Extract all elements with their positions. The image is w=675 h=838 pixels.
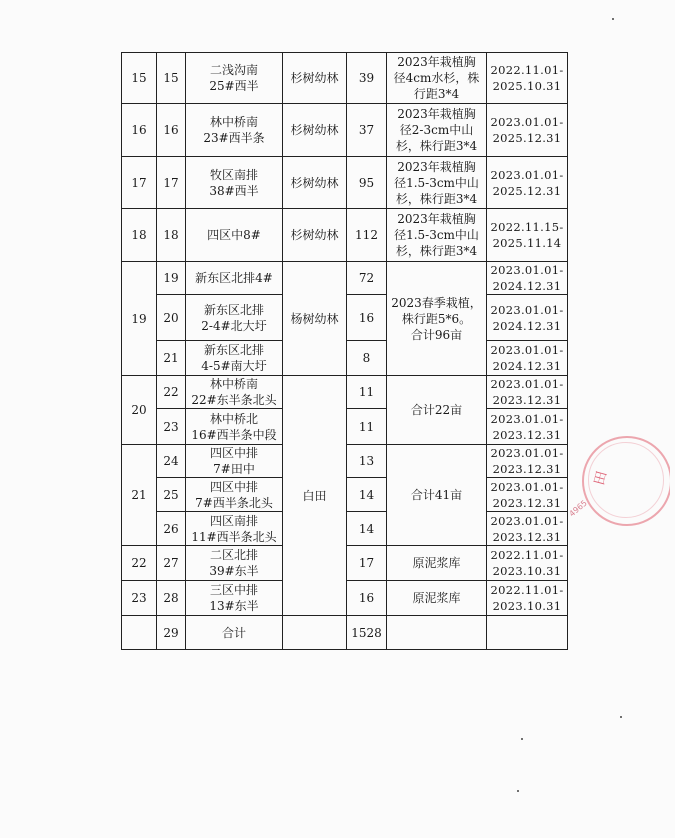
plot-number-cell: 23 bbox=[157, 409, 186, 445]
serial-cell bbox=[122, 616, 157, 650]
scan-speck bbox=[620, 716, 622, 718]
area-cell: 72 bbox=[347, 262, 387, 295]
scan-speck bbox=[612, 18, 614, 20]
serial-cell: 18 bbox=[122, 209, 157, 262]
serial-cell: 19 bbox=[122, 262, 157, 376]
serial-cell: 17 bbox=[122, 157, 157, 209]
location-cell: 四区南排 11#西半条北头 bbox=[186, 512, 283, 546]
plot-number-cell: 16 bbox=[157, 104, 186, 157]
plot-number-cell: 19 bbox=[157, 262, 186, 295]
location-cell: 二区北排 39#东半 bbox=[186, 546, 283, 581]
table-row bbox=[122, 104, 568, 157]
table-row bbox=[122, 157, 568, 209]
plot-number-cell: 18 bbox=[157, 209, 186, 262]
note-cell: 2023年栽植胸 径1.5-3cm中山 杉，株行距3*4 bbox=[387, 209, 487, 262]
location-cell: 四区中排 7#田中 bbox=[186, 445, 283, 478]
serial-cell: 22 bbox=[122, 546, 157, 581]
term-cell: 2023.01.01- 2023.12.31 bbox=[487, 409, 568, 445]
note-cell: 原泥浆库 bbox=[387, 581, 487, 616]
term-cell: 2023.01.01- 2025.12.31 bbox=[487, 104, 568, 157]
land-type-cell bbox=[283, 616, 347, 650]
area-cell: 37 bbox=[347, 104, 387, 157]
scan-speck bbox=[521, 738, 523, 740]
location-cell: 林中桥南 22#东半条北头 bbox=[186, 376, 283, 409]
term-cell: 2022.11.15- 2025.11.14 bbox=[487, 209, 568, 262]
location-cell: 林中桥北 16#西半条中段 bbox=[186, 409, 283, 445]
serial-cell: 15 bbox=[122, 53, 157, 104]
land-type-cell: 杨树幼林 bbox=[283, 262, 347, 376]
total-label-cell: 合计 bbox=[186, 616, 283, 650]
term-cell: 2022.11.01- 2023.10.31 bbox=[487, 546, 568, 581]
plot-number-cell: 25 bbox=[157, 478, 186, 512]
area-cell: 8 bbox=[347, 341, 387, 376]
area-cell: 13 bbox=[347, 445, 387, 478]
area-cell: 16 bbox=[347, 295, 387, 341]
note-cell: 合计41亩 bbox=[387, 445, 487, 546]
red-seal-stamp bbox=[560, 428, 670, 538]
location-cell: 新东区北排 4-5#南大圩 bbox=[186, 341, 283, 376]
table-row bbox=[122, 53, 568, 104]
note-cell: 2023春季栽植， 株行距5*6。 合计96亩 bbox=[387, 262, 487, 376]
plot-number-cell: 29 bbox=[157, 616, 186, 650]
location-cell: 新东区北排4# bbox=[186, 262, 283, 295]
location-cell: 林中桥南 23#西半条 bbox=[186, 104, 283, 157]
term-cell: 2023.01.01- 2024.12.31 bbox=[487, 341, 568, 376]
note-cell: 2023年栽植胸 径2-3cm中山 杉，株行距3*4 bbox=[387, 104, 487, 157]
term-cell bbox=[487, 616, 568, 650]
plot-number-cell: 21 bbox=[157, 341, 186, 376]
plot-number-cell: 15 bbox=[157, 53, 186, 104]
plot-number-cell: 22 bbox=[157, 376, 186, 409]
term-cell: 2023.01.01- 2024.12.31 bbox=[487, 295, 568, 341]
land-type-cell: 杉树幼林 bbox=[283, 209, 347, 262]
location-cell: 四区中8# bbox=[186, 209, 283, 262]
term-cell: 2023.01.01- 2025.12.31 bbox=[487, 157, 568, 209]
location-cell: 四区中排 7#西半条北头 bbox=[186, 478, 283, 512]
scan-speck bbox=[517, 790, 519, 792]
area-cell: 17 bbox=[347, 546, 387, 581]
term-cell: 2023.01.01- 2023.12.31 bbox=[487, 445, 568, 478]
location-cell: 三区中排 13#东半 bbox=[186, 581, 283, 616]
plot-number-cell: 28 bbox=[157, 581, 186, 616]
land-type-cell: 杉树幼林 bbox=[283, 53, 347, 104]
area-cell: 11 bbox=[347, 409, 387, 445]
term-cell: 2023.01.01- 2023.12.31 bbox=[487, 376, 568, 409]
note-cell: 原泥浆库 bbox=[387, 546, 487, 581]
area-cell: 14 bbox=[347, 512, 387, 546]
serial-cell: 23 bbox=[122, 581, 157, 616]
table-row bbox=[122, 376, 568, 409]
plot-number-cell: 17 bbox=[157, 157, 186, 209]
land-lease-table bbox=[121, 52, 568, 650]
plot-number-cell: 26 bbox=[157, 512, 186, 546]
land-type-cell: 杉树幼林 bbox=[283, 104, 347, 157]
term-cell: 2023.01.01- 2024.12.31 bbox=[487, 262, 568, 295]
area-cell: 39 bbox=[347, 53, 387, 104]
area-cell: 95 bbox=[347, 157, 387, 209]
land-type-cell: 白田 bbox=[283, 376, 347, 616]
area-cell: 11 bbox=[347, 376, 387, 409]
area-cell: 112 bbox=[347, 209, 387, 262]
serial-cell: 16 bbox=[122, 104, 157, 157]
note-cell: 2023年栽植胸 径1.5-3cm中山 杉，株行距3*4 bbox=[387, 157, 487, 209]
serial-cell: 20 bbox=[122, 376, 157, 445]
area-cell: 16 bbox=[347, 581, 387, 616]
term-cell: 2022.11.01- 2023.10.31 bbox=[487, 581, 568, 616]
plot-number-cell: 20 bbox=[157, 295, 186, 341]
area-cell: 14 bbox=[347, 478, 387, 512]
location-cell: 新东区北排 2-4#北大圩 bbox=[186, 295, 283, 341]
table-row bbox=[122, 262, 568, 295]
plot-number-cell: 27 bbox=[157, 546, 186, 581]
term-cell: 2022.11.01- 2025.10.31 bbox=[487, 53, 568, 104]
note-cell: 2023年栽植胸 径4cm水杉，株 行距3*4 bbox=[387, 53, 487, 104]
serial-cell: 21 bbox=[122, 445, 157, 546]
table-row bbox=[122, 209, 568, 262]
location-cell: 牧区南排 38#西半 bbox=[186, 157, 283, 209]
plot-number-cell: 24 bbox=[157, 445, 186, 478]
note-cell: 合计22亩 bbox=[387, 376, 487, 445]
seal-code: 4965 bbox=[567, 498, 589, 519]
note-cell bbox=[387, 616, 487, 650]
location-cell: 二浅沟南 25#西半 bbox=[186, 53, 283, 104]
term-cell: 2023.01.01- 2023.12.31 bbox=[487, 512, 568, 546]
total-row bbox=[122, 616, 568, 650]
term-cell: 2023.01.01- 2023.12.31 bbox=[487, 478, 568, 512]
land-type-cell: 杉树幼林 bbox=[283, 157, 347, 209]
total-area-cell: 1528 bbox=[347, 616, 387, 650]
seal-glyph: 田 bbox=[591, 469, 611, 488]
